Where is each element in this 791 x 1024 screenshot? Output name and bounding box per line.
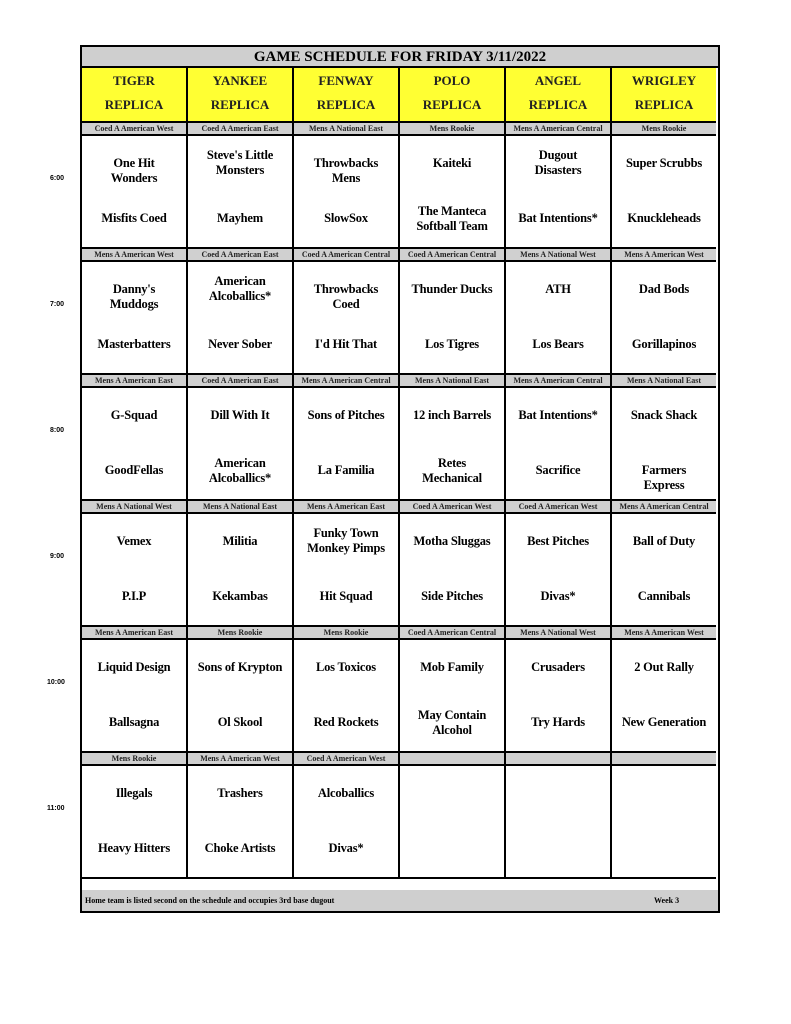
division-label: Coed A American West (82, 123, 188, 136)
game-cell (294, 766, 400, 879)
division-label: Mens A National East (294, 123, 400, 136)
division-label: Coed A American Central (400, 249, 506, 262)
game-cell (188, 388, 294, 501)
home-team: Kekambas (212, 589, 268, 603)
game-cell (82, 136, 188, 249)
division-label: Mens A American East (82, 375, 188, 388)
game-cell (400, 766, 506, 879)
division-label: Coed A American East (188, 375, 294, 388)
field-name: YANKEE (212, 73, 268, 88)
division-label (506, 753, 612, 766)
game-cell (188, 136, 294, 249)
division-label: Mens Rookie (82, 753, 188, 766)
away-team: Ball of Duty (632, 534, 696, 548)
away-team: Dad Bods (638, 282, 690, 296)
home-team: Misfits Coed (101, 211, 167, 225)
division-label: Mens A American East (82, 627, 188, 640)
home-team: New Generation (621, 715, 707, 729)
division-label: Mens Rookie (188, 627, 294, 640)
home-team: Never Sober (208, 337, 272, 351)
away-team: Liquid Design (97, 660, 171, 674)
game-cell (612, 514, 716, 627)
field-name: TIGER (113, 73, 155, 88)
game-cell (400, 262, 506, 375)
away-team: Dugout Disasters (534, 148, 582, 177)
home-team: Farmers Express (641, 463, 687, 492)
away-team: One Hit Wonders (110, 156, 158, 185)
field-name: FENWAY (318, 73, 374, 88)
time-label: 6:00 (50, 175, 65, 182)
game-cell (400, 514, 506, 627)
footer-note: Home team is listed second on the schedule and occupies 3rd base dugout (85, 896, 335, 905)
field-header-4 (506, 68, 612, 123)
home-team: Try Hards (531, 715, 585, 729)
field-header-2 (294, 68, 400, 123)
game-cell (506, 514, 612, 627)
away-team: Dill With It (210, 408, 270, 422)
away-team: ATH (545, 282, 571, 296)
time-label: 9:00 (50, 553, 65, 560)
division-label: Mens Rookie (612, 123, 716, 136)
game-cell (506, 136, 612, 249)
field-name: POLO (433, 73, 471, 88)
away-team: 12 inch Barrels (412, 408, 492, 422)
field-header-3 (400, 68, 506, 123)
away-team: Throwbacks Mens (313, 156, 379, 185)
away-team: 2 Out Rally (634, 660, 694, 674)
field-subtitle: REPLICA (104, 97, 164, 112)
division-label: Mens A National East (612, 375, 716, 388)
division-label: Coed A American East (188, 249, 294, 262)
home-team: Sacrifice (535, 463, 581, 477)
home-team: Red Rockets (313, 715, 379, 729)
field-subtitle: REPLICA (422, 97, 482, 112)
division-label: Mens Rookie (294, 627, 400, 640)
page-title: GAME SCHEDULE FOR FRIDAY 3/11/2022 (82, 47, 718, 68)
division-label: Mens A American West (612, 627, 716, 640)
home-team: Bat Intentions* (518, 211, 598, 225)
game-cell (294, 388, 400, 501)
game-cell (612, 262, 716, 375)
division-label: Mens A American West (612, 249, 716, 262)
away-team: Militia (222, 534, 258, 548)
home-team: Cannibals (637, 589, 691, 603)
time-label: 10:00 (47, 679, 65, 686)
division-label (400, 753, 506, 766)
field-subtitle: REPLICA (634, 97, 694, 112)
time-label: 8:00 (50, 427, 65, 434)
away-team: Vemex (116, 534, 152, 548)
away-team: Bat Intentions* (518, 408, 598, 422)
field-header-5 (612, 68, 716, 123)
home-team: The Manteca Softball Team (416, 204, 488, 233)
home-team: Choke Artists (204, 841, 276, 855)
home-team: Los Tigres (425, 337, 479, 351)
game-cell (400, 136, 506, 249)
field-subtitle: REPLICA (210, 97, 270, 112)
game-cell (82, 388, 188, 501)
away-team: Steve's Little Monsters (206, 148, 274, 177)
division-label: Coed A American West (400, 501, 506, 514)
home-team: Gorillapinos (631, 337, 697, 351)
home-team: Mayhem (216, 211, 263, 225)
game-cell (400, 640, 506, 753)
game-cell (294, 514, 400, 627)
home-team: Side Pitches (421, 589, 483, 603)
game-cell (82, 262, 188, 375)
division-label: Coed A American West (506, 501, 612, 514)
division-label: Coed A American West (294, 753, 400, 766)
game-cell (400, 388, 506, 501)
away-team: Crusaders (531, 660, 585, 674)
division-label: Mens A American Central (506, 375, 612, 388)
schedule-table (80, 45, 720, 913)
game-cell (612, 640, 716, 753)
home-team: Knuckleheads (627, 211, 701, 225)
field-header-1 (188, 68, 294, 123)
field-name: ANGEL (534, 73, 582, 88)
game-cell (506, 766, 612, 879)
game-cell (294, 136, 400, 249)
week-label: Week 3 (654, 896, 680, 905)
home-team: Masterbatters (97, 337, 171, 351)
division-label: Mens A National West (506, 249, 612, 262)
division-label: Mens A National East (188, 501, 294, 514)
division-label: Mens Rookie (400, 123, 506, 136)
home-team: American Alcoballics* (208, 456, 272, 485)
division-label: Mens A National West (82, 501, 188, 514)
home-team: Divas* (328, 841, 364, 855)
game-cell (82, 640, 188, 753)
away-team: Danny's Muddogs (109, 282, 159, 311)
division-label: Mens A American East (294, 501, 400, 514)
away-team: Trashers (217, 786, 263, 800)
home-team: Retes Mechanical (422, 456, 482, 485)
division-label: Mens A American West (82, 249, 188, 262)
home-team: P.I.P (121, 589, 147, 603)
game-cell (82, 514, 188, 627)
division-label: Mens A National West (506, 627, 612, 640)
game-cell (294, 640, 400, 753)
away-team: Motha Sluggas (413, 534, 491, 548)
away-team: Mob Family (420, 660, 484, 674)
field-subtitle: REPLICA (528, 97, 588, 112)
home-team: Los Bears (532, 337, 584, 351)
home-team: Hit Squad (319, 589, 373, 603)
field-subtitle: REPLICA (316, 97, 376, 112)
field-header-0 (82, 68, 188, 123)
game-cell (294, 262, 400, 375)
game-cell (82, 766, 188, 879)
away-team: G-Squad (110, 408, 158, 422)
away-team: Illegals (115, 786, 153, 800)
home-team: I'd Hit That (315, 337, 377, 351)
away-team: Super Scrubbs (625, 156, 703, 170)
away-team: Alcoballics (317, 786, 375, 800)
game-cell (506, 262, 612, 375)
away-team: Los Toxicos (316, 660, 376, 674)
field-name: WRIGLEY (631, 73, 697, 88)
footer-bar (82, 890, 718, 911)
home-team: Heavy Hitters (97, 841, 171, 855)
time-label: 11:00 (47, 805, 65, 812)
home-team: Ballsagna (108, 715, 160, 729)
game-cell (188, 514, 294, 627)
division-label: Coed A American East (188, 123, 294, 136)
home-team: GoodFellas (104, 463, 164, 477)
division-label: Coed A American Central (400, 627, 506, 640)
away-team: Best Pitches (527, 534, 589, 548)
game-cell (612, 388, 716, 501)
home-team: La Familia (317, 463, 375, 477)
home-team: Ol Skool (217, 715, 263, 729)
home-team: SlowSox (324, 211, 368, 225)
division-label: Coed A American Central (294, 249, 400, 262)
game-cell (188, 262, 294, 375)
game-cell (188, 766, 294, 879)
away-team: American Alcoballics* (208, 274, 272, 303)
division-label: Mens A National East (400, 375, 506, 388)
away-team: Sons of Pitches (307, 408, 385, 422)
division-label: Mens A American West (188, 753, 294, 766)
division-label (612, 753, 716, 766)
home-team: Divas* (540, 589, 576, 603)
away-team: Thunder Ducks (411, 282, 493, 296)
away-team: Snack Shack (630, 408, 698, 422)
game-cell (612, 766, 716, 879)
game-cell (506, 640, 612, 753)
home-team: May Contain Alcohol (417, 708, 487, 737)
division-label: Mens A American Central (612, 501, 716, 514)
time-label: 7:00 (50, 301, 65, 308)
division-label: Mens A American Central (506, 123, 612, 136)
away-team: Kaiteki (432, 156, 472, 170)
game-cell (612, 136, 716, 249)
away-team: Funky Town Monkey Pimps (307, 526, 385, 555)
game-cell (506, 388, 612, 501)
game-cell (188, 640, 294, 753)
away-team: Throwbacks Coed (313, 282, 379, 311)
division-label: Mens A American Central (294, 375, 400, 388)
away-team: Sons of Krypton (197, 660, 283, 674)
